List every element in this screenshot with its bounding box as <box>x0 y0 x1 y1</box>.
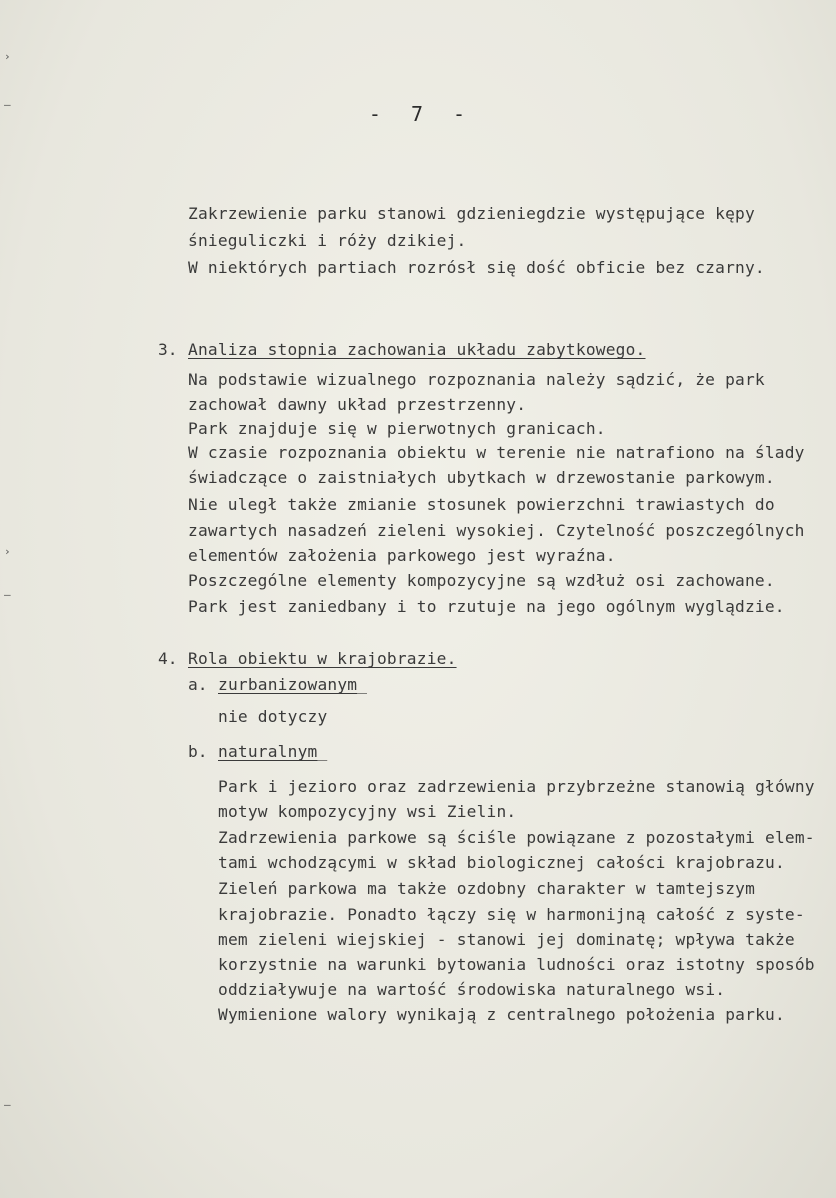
margin-mark: – <box>4 1098 11 1111</box>
subsection-b-line: krajobrazie. Ponadto łączy się w harmonijną całość z syste- <box>218 905 805 924</box>
section-3-line: świadczące o zaistniałych ubytkach w drzewostanie parkowym. <box>188 468 775 487</box>
subsection-b-line: Zadrzewienia parkowe są ściśle powiązane z pozostałymi elem- <box>218 828 815 847</box>
section-3-line: Nie uległ także zmianie stosunek powierzchni trawiastych do <box>188 495 775 514</box>
section-3-line: W czasie rozpoznania obiektu w terenie nie natrafiono na ślady <box>188 443 805 462</box>
margin-mark: › <box>4 50 11 63</box>
intro-line: śnieguliczki i róży dzikiej. <box>188 231 467 250</box>
section-4-heading: Rola obiektu w krajobrazie. <box>188 649 457 668</box>
section-3-line: zawartych nasadzeń zieleni wysokiej. Czytelność poszczególnych <box>188 521 805 540</box>
margin-mark: – <box>4 588 11 601</box>
section-3-number: 3. <box>158 340 178 359</box>
subsection-b-line: Park i jezioro oraz zadrzewienia przybrzeżne stanowią główny <box>218 777 815 796</box>
subsection-b-line: motyw kompozycyjny wsi Zielin. <box>218 802 517 821</box>
margin-mark: › <box>4 545 11 558</box>
page-number: - 7 - <box>368 102 468 126</box>
intro-line: Zakrzewienie parku stanowi gdzieniegdzie występujące kępy <box>188 204 755 223</box>
subsection-a-tail: _ <box>357 675 368 694</box>
subsection-b-tail: _ <box>317 742 328 761</box>
subsection-b-line: tami wchodzącymi w skład biologicznej całości krajobrazu. <box>218 853 785 872</box>
subsection-b-heading: naturalnym <box>218 742 318 761</box>
subsection-a-heading: zurbanizowanym <box>218 675 358 694</box>
margin-mark: – <box>4 98 11 111</box>
intro-line: W niektórych partiach rozrósł się dość obficie bez czarny. <box>188 258 765 277</box>
section-3-line: zachował dawny układ przestrzenny. <box>188 395 527 414</box>
section-3-line: Park jest zaniedbany i to rzutuje na jego ogólnym wyglądzie. <box>188 597 785 616</box>
subsection-a-label: a. <box>188 675 208 694</box>
subsection-b-heading-wrap <box>218 740 327 764</box>
section-3-line: elementów założenia parkowego jest wyraźna. <box>188 546 616 565</box>
section-3-heading: Analiza stopnia zachowania układu zabytkowego. <box>188 340 646 359</box>
subsection-b-line: Zieleń parkowa ma także ozdobny charakter w tamtejszym <box>218 879 756 898</box>
subsection-b-line: Wymienione walory wynikają z centralnego położenia parku. <box>218 1005 785 1024</box>
section-3-line: Poszczególne elementy kompozycyjne są wzdłuż osi zachowane. <box>188 571 775 590</box>
page-number-value: 7 <box>410 102 426 126</box>
subsection-a-heading-wrap <box>218 673 367 697</box>
section-3-line: Park znajduje się w pierwotnych granicach. <box>188 419 606 438</box>
section-3-line: Na podstawie wizualnego rozpoznania należy sądzić, że park <box>188 370 765 389</box>
subsection-b-line: oddziaływuje na wartość środowiska naturalnego wsi. <box>218 980 726 999</box>
subsection-b-label: b. <box>188 742 208 761</box>
subsection-b-line: mem zieleni wiejskiej - stanowi jej dominatę; wpływa także <box>218 930 795 949</box>
subsection-a-text: nie dotyczy <box>218 707 328 726</box>
subsection-b-line: korzystnie na warunki bytowania ludności oraz istotny sposób <box>218 955 815 974</box>
section-4-number: 4. <box>158 649 178 668</box>
